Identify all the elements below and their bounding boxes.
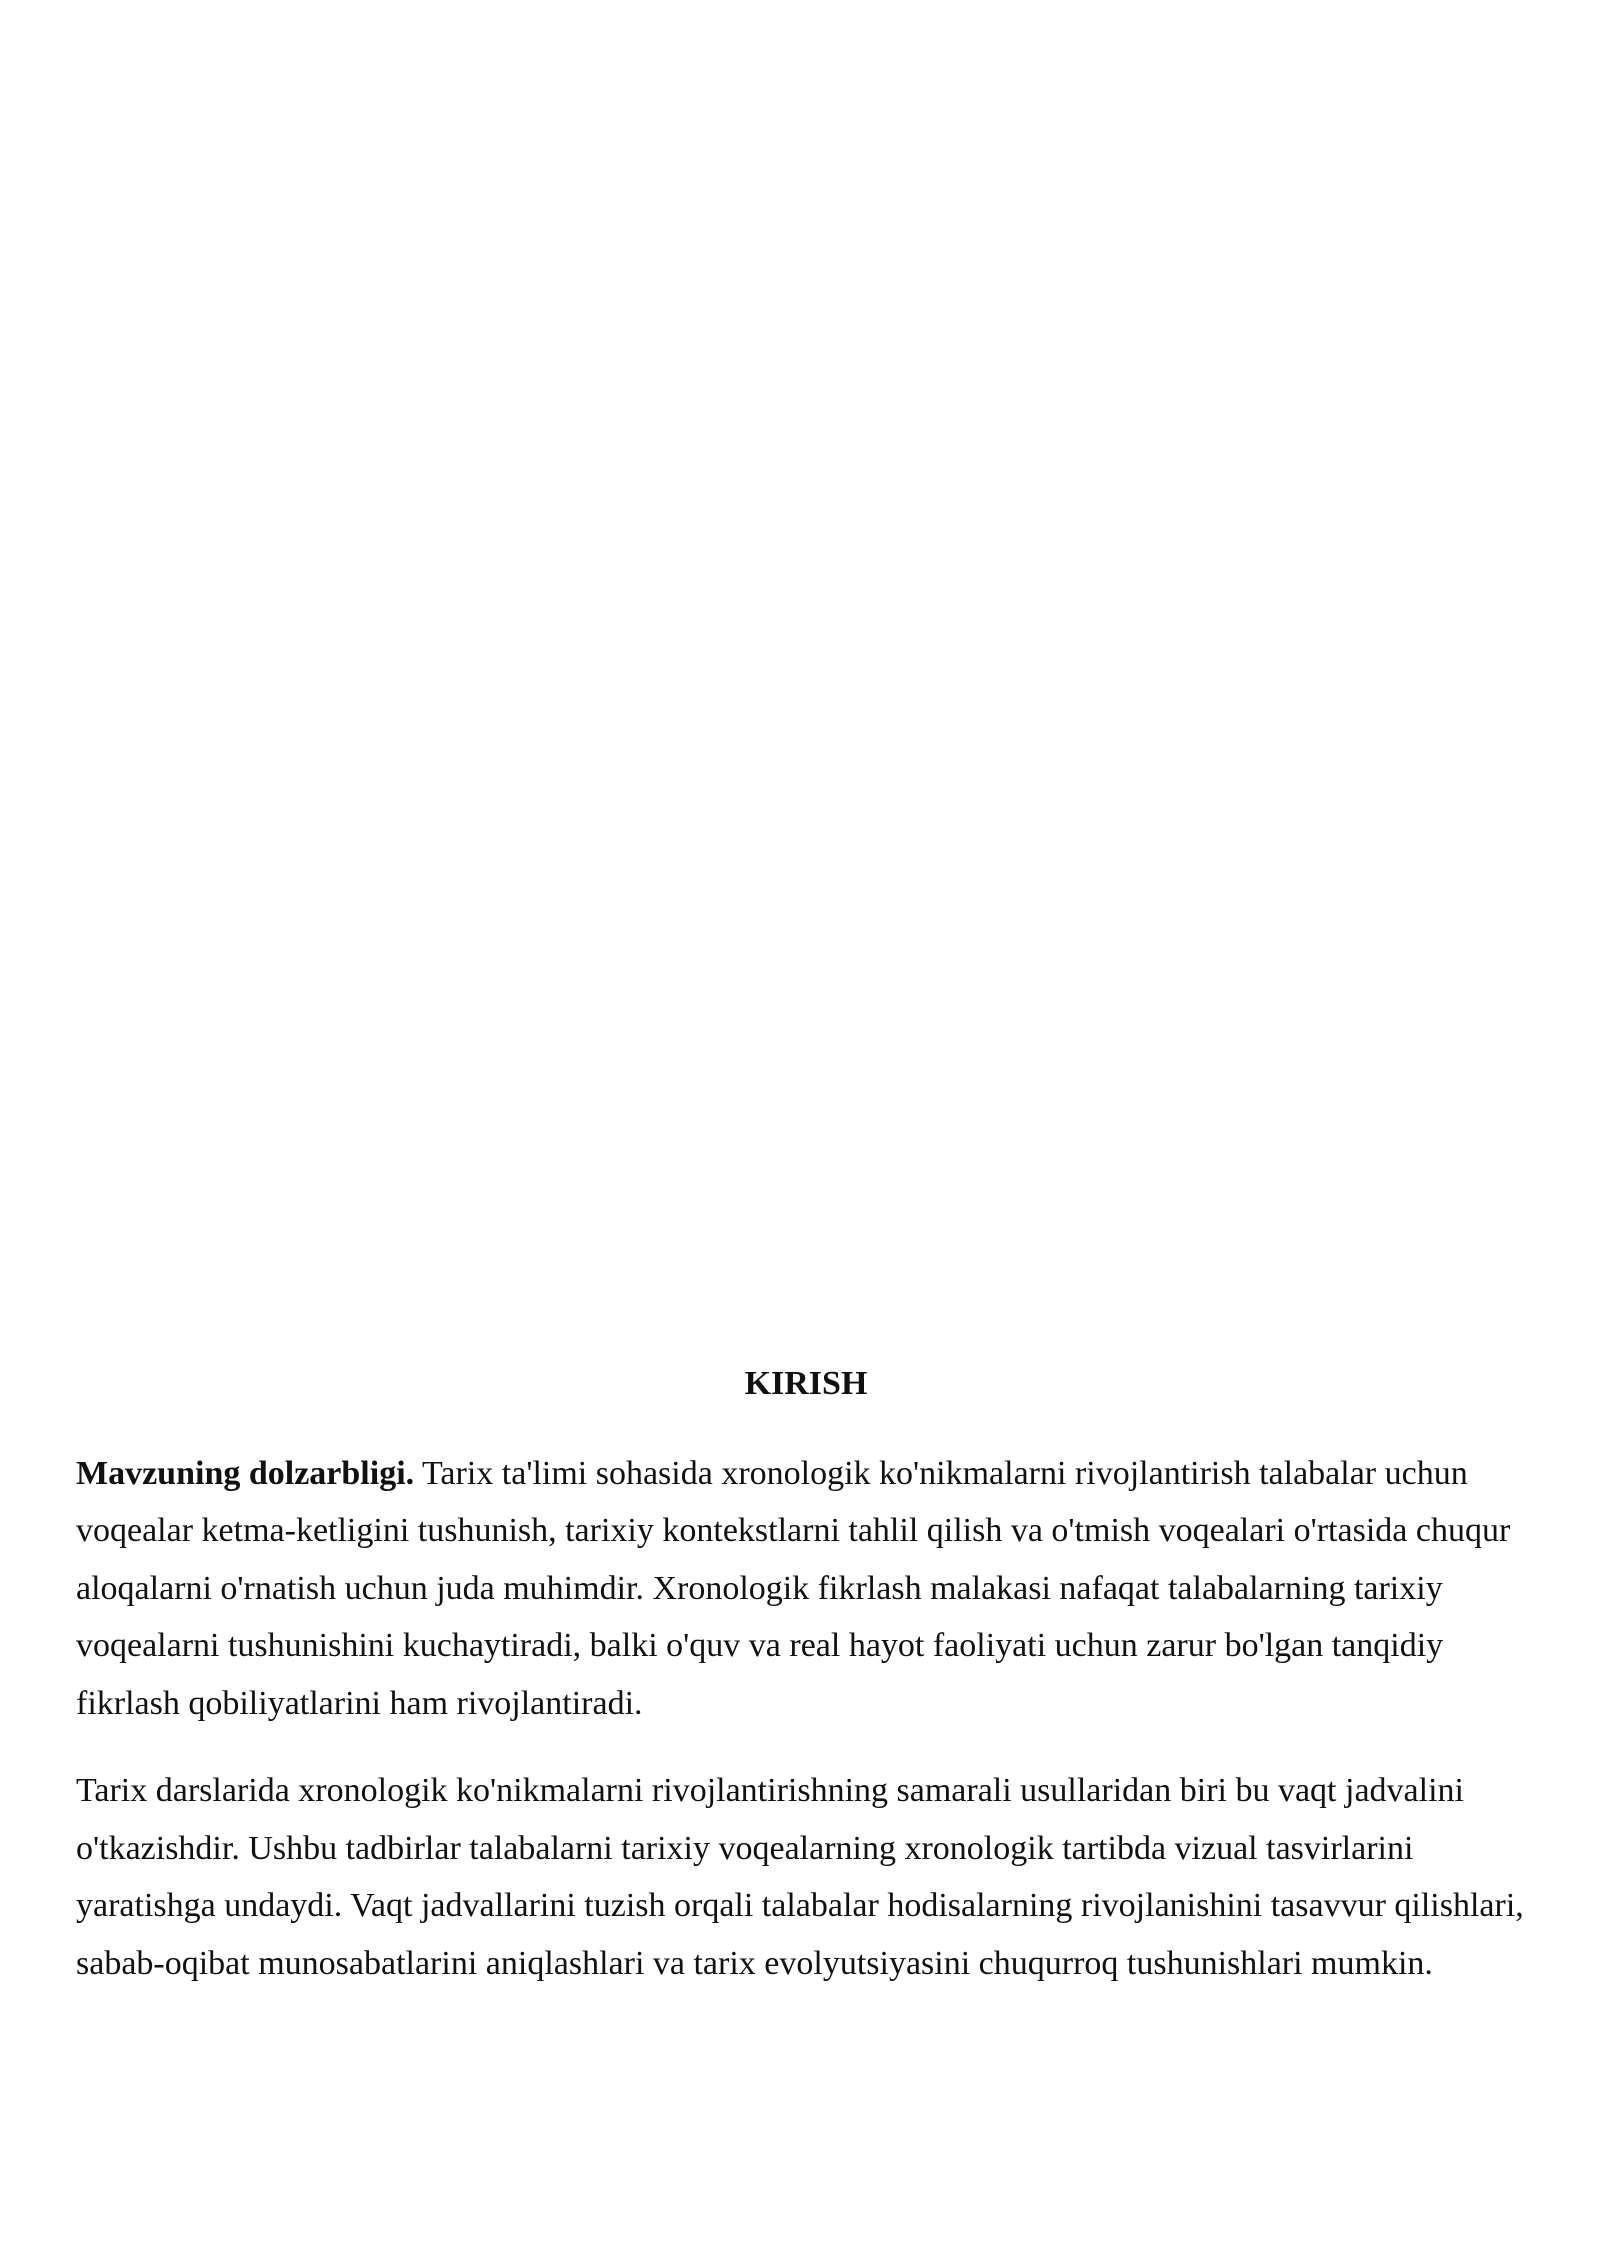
paragraph-timeline-method [76,1762,1536,1992]
paragraph-text: Tarix darslarida xronologik ko'nikmalarni rivojlantirishning samarali usullaridan biri bu vaqt jadvalini o'tkazishdir. Ushbu tadbirlar talabalarni tarixiy voqealarning xronologik tartibda vizual tasvirlarini yaratishga undaydi. Vaqt jadvallarini tuzish orqali talabalar hodisalarning rivojlanishini tasavvur qilishlari, sabab-oqibat munosabatlarini aniqlashlari va tarix evolyutsiyasini chuqurroq tushunishlari mumkin. [76,1772,1524,1982]
paragraph-text: Tarix ta'limi sohasida xronologik ko'nikmalarni rivojlantirish talabalar uchun voqealar ketma-ketligini tushunish, tarixiy kontekstlarni tahlil qilish va o'tmish voqealari o'rtasida chuqur aloqalarni o'rnatish uchun juda muhimdir. Xronologik fikrlash malakasi nafaqat talabalarning tarixiy voqealarni tushunishini kuchaytiradi, balki o'quv va real hayot faoliyati uchun zarur bo'lgan tanqidiy fikrlash qobiliyatlarini ham rivojlantiradi. [76,1454,1511,1722]
document-content [76,1364,1536,2022]
paragraph-lead-in: Mavzuning dolzarbligi. [76,1454,415,1492]
paragraph-relevance [76,1445,1536,1733]
section-title: KIRISH [744,1365,868,1402]
